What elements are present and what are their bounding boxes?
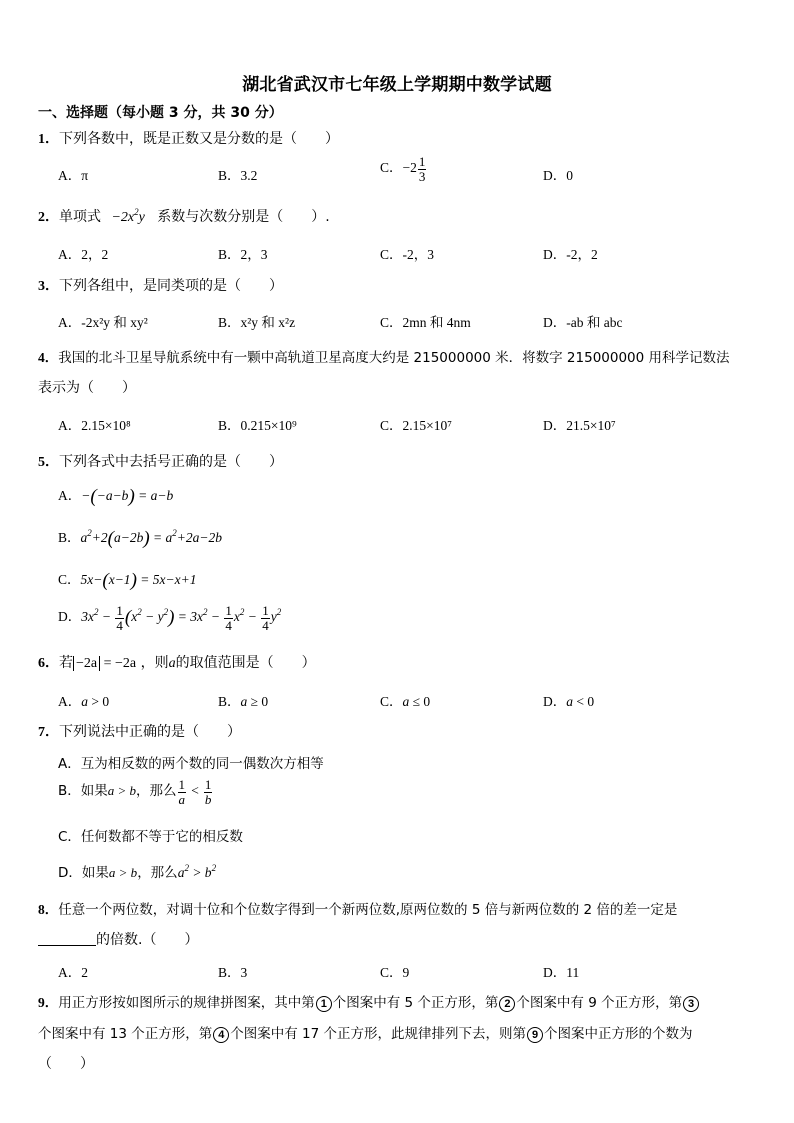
q5-option-c[interactable]: C．5x−(x−1) = 5x−x+1 [58, 570, 197, 591]
question-5: 5．下列各式中去括号正确的是（ ） [38, 454, 283, 470]
circled-number: 3 [683, 996, 699, 1012]
circled-number: 9 [527, 1027, 543, 1043]
question-stem: 下列各数中，既是正数又是分数的是（ ） [59, 131, 339, 147]
circled-number: 2 [499, 996, 515, 1012]
q4-option-d[interactable]: D．21.5×10⁷ [543, 418, 616, 433]
q7-option-b[interactable]: B．如果a > b，那么 $\frac{1}{a}$ < $\frac{1}{b}$ [58, 777, 212, 807]
question-9-line2: 个图案中有 13 个正方形，第 4 个图案中有 17 个正方形，此规律排列下去，则第 9 个图案中正方形的个数为 [38, 1026, 693, 1042]
q7-option-a[interactable]: A．互为相反数的两个数的同一偶数次方相等 [58, 756, 324, 772]
q2-option-b[interactable]: B．2，3 [218, 247, 268, 262]
expression: $a^2+2(a-2b) = a^2+2a-2b$ [80, 528, 223, 549]
q3-option-b[interactable]: B．x²y 和 x²z [218, 315, 296, 330]
q5-option-a[interactable]: A．−(−a−b) = a−b [58, 486, 174, 507]
q1-option-b[interactable]: B．3.2 [218, 168, 258, 183]
q1-option-d[interactable]: D．0 [543, 168, 573, 183]
q4-option-b[interactable]: B．0.215×10⁹ [218, 418, 297, 433]
answer-blank[interactable] [38, 933, 96, 946]
fraction: $\frac{1}{3}$ [418, 154, 426, 184]
page-title: 湖北省武汉市七年级上学期期中数学试题 [242, 75, 552, 95]
q2-option-a[interactable]: A．2，2 [58, 247, 109, 262]
q3-option-c[interactable]: C．2mn 和 4nm [380, 315, 471, 330]
q1-option-a[interactable]: A．π [58, 168, 89, 183]
q8-option-d[interactable]: D．11 [543, 965, 580, 980]
question-7: 7．下列说法中正确的是（ ） [38, 724, 241, 740]
question-6: 6．若 −2a = −2a ，则a的取值范围是（ ） [38, 655, 316, 671]
q8-option-a[interactable]: A．2 [58, 965, 88, 980]
circled-number: 1 [316, 996, 332, 1012]
q5-option-b[interactable]: B．$a^2+2(a-2b) = a^2+2a-2b$ [58, 528, 223, 549]
expression: $3x^2$ − $\frac{1}{4}$ $(x^2 - y^2) = 3x^2$ − $\frac{1}{4}$ $x^2$ − $\frac{1}{4}$ $y^2$ [81, 603, 282, 633]
q8-option-b[interactable]: B．3 [218, 965, 248, 980]
question-9: 9．用正方形按如图所示的规律拼图案，其中第 1 个图案中有 5 个正方形，第 2 个图案中有 9 个正方形，第 3 [38, 991, 700, 1012]
abs-expression: −2a = −2a [73, 656, 136, 671]
q3-option-a[interactable]: A．-2x²y 和 xy² [58, 315, 148, 330]
q3-option-d[interactable]: D．-ab 和 abc [543, 315, 623, 330]
q7-option-c[interactable]: C．任何数都不等于它的相反数 [58, 829, 243, 845]
expression: −(−a−b) = a−b [81, 486, 174, 507]
question-1 [38, 128, 339, 148]
question-number: 1． [38, 132, 59, 147]
question-8-line2: 的倍数.（ ） [38, 929, 198, 949]
question-8: 8．任意一个两位数，对调十位和个位数字得到一个新两位数,原两位数的 5 倍与新两位数的 2 倍的差一定是 [38, 902, 678, 918]
q1-option-c[interactable]: C．−2 $\frac{1}{3}$ [380, 154, 426, 184]
q5-option-d[interactable]: D．$3x^2$ − $\frac{1}{4}$ $(x^2 - y^2) = 3x^2$ − $\frac{1}{4}$ $x^2$ − $\frac{1}{4}$ $y^2$ [58, 603, 282, 633]
q2-option-c[interactable]: C．-2，3 [380, 247, 434, 262]
q4-option-a[interactable]: A．2.15×10⁸ [58, 418, 131, 433]
section-heading: 一、选择题（每小题 3 分，共 30 分） [38, 105, 283, 121]
q4-option-c[interactable]: C．2.15×10⁷ [380, 418, 452, 433]
q6-option-d[interactable]: D．a < 0 [543, 694, 595, 709]
expression: 5x−(x−1) = 5x−x+1 [80, 570, 197, 591]
question-4: 4．我国的北斗卫星导航系统中有一颗中高轨道卫星高度大约是 215000000 米．将数字 215000000 用科学记数法 [38, 350, 730, 366]
q7-option-d[interactable]: D．如果a > b，那么$a^2 > b^2$ [58, 863, 217, 881]
circled-number: 4 [213, 1027, 229, 1043]
q6-option-c[interactable]: C．a ≤ 0 [380, 694, 431, 709]
question-9-line3: （ ） [38, 1056, 94, 1072]
q2-option-d[interactable]: D．-2，2 [543, 247, 598, 262]
q6-option-b[interactable]: B．a ≥ 0 [218, 694, 269, 709]
monomial-expression: $-2x^2y$ [111, 207, 145, 225]
question-4-line2: 表示为（ ） [38, 380, 136, 396]
question-3: 3．下列各组中，是同类项的是（ ） [38, 278, 283, 294]
q8-option-c[interactable]: C．9 [380, 965, 410, 980]
question-2: 2．单项式 $-2x^2y$ 系数与次数分别是（ ）. [38, 207, 330, 225]
q6-option-a[interactable]: A．a > 0 [58, 694, 110, 709]
